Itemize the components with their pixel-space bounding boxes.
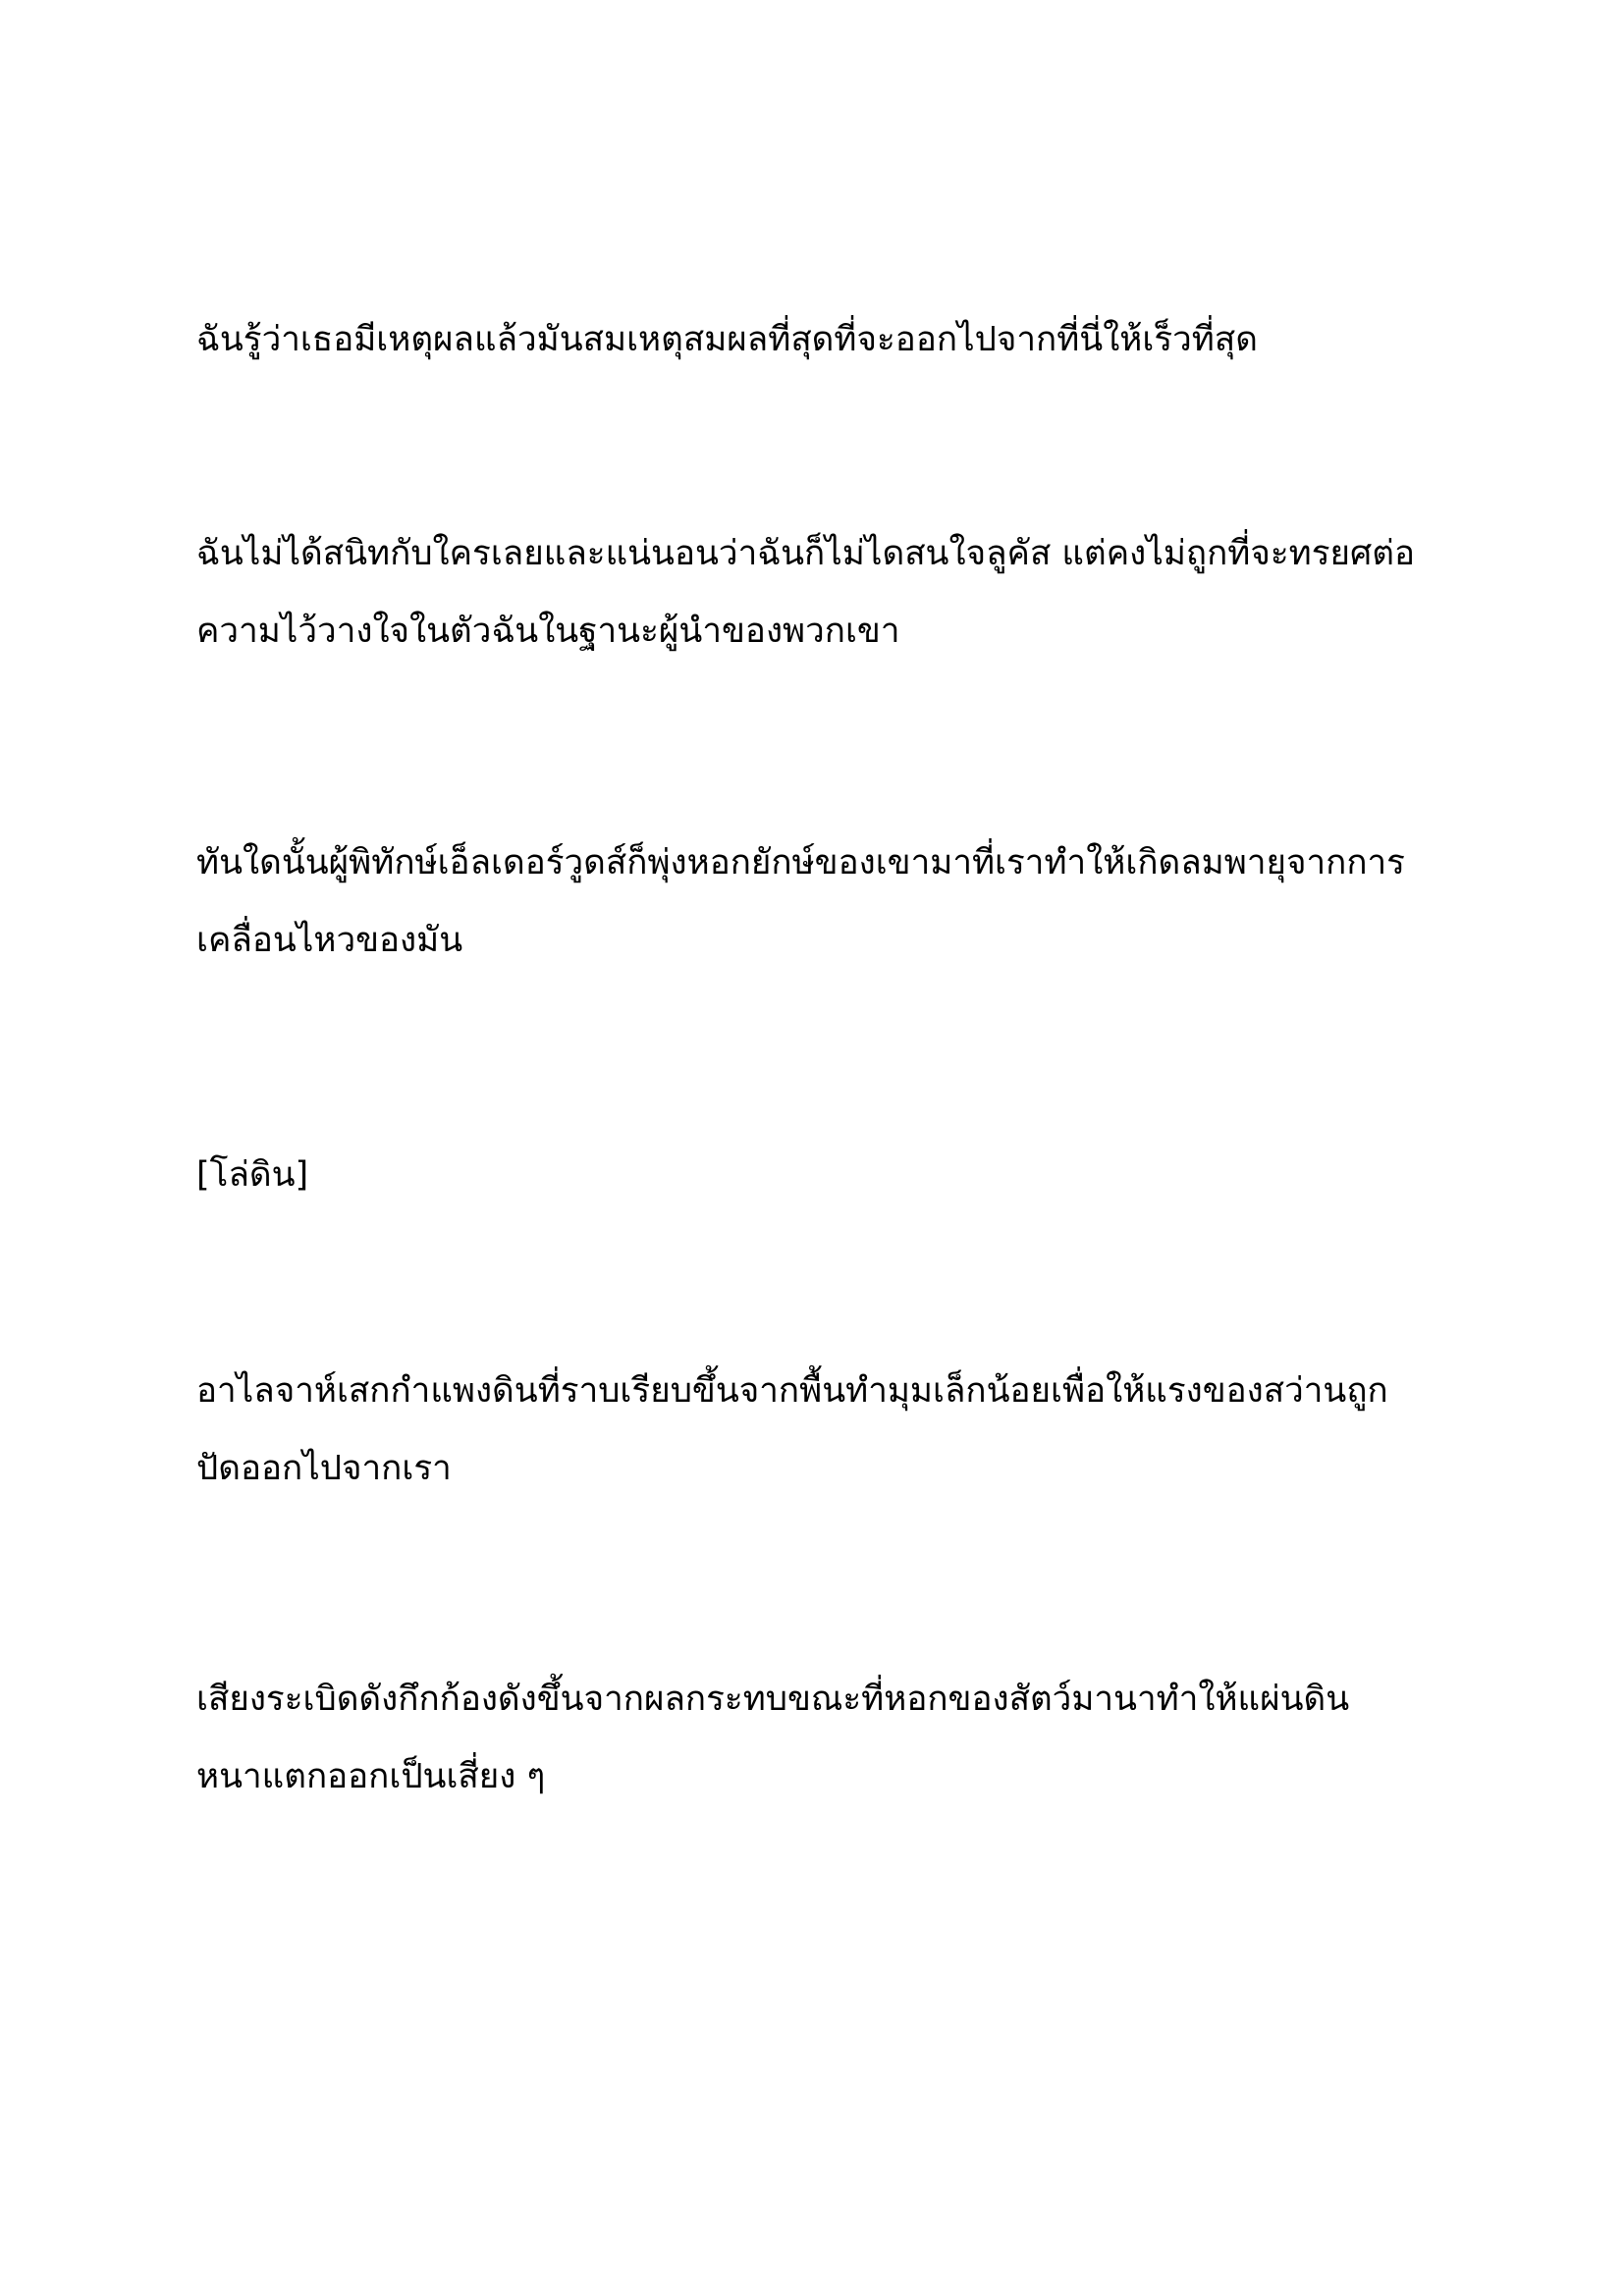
paragraph-6: เสียงระเบิดดังกึกก้องดังขึ้นจากผลกระทบขณะที่หอกของสัตว์มานาทำให้แผ่นดิน หนาแตกออกเป็นเสี่ยง ๆ — [196, 1680, 1350, 1796]
paragraph-5: อาไลจาห์เสกกำแพงดินที่ราบเรียบขึ้นจากพื้นทำมุมเล็กน้อยเพื่อให้แรงของสว่านถูก ปัดออกไปจากเรา — [196, 1371, 1388, 1488]
paragraph-1: ฉันรู้ว่าเธอมีเหตุผลแล้วมันสมเหตุสมผลที่สุดที่จะออกไปจากที่นี่ให้เร็วที่สุด — [196, 320, 1258, 359]
skill-name-earth-shield: [โล่ดิน] — [196, 1155, 309, 1195]
paragraph-3: ทันใดนั้นผู้พิทักษ์เอ็ลเดอร์วูดส์ก็พุ่งหอกยักษ์ของเขามาที่เราทำให้เกิดลมพายุจากการ เคลื่อนไหวของมัน — [196, 843, 1405, 960]
paragraph-2: ฉันไม่ได้สนิทกับใครเลยและแน่นอนว่าฉันก็ไม่ไดสนใจลูคัส แต่คงไม่ถูกที่จะทรยศต่อ ความไว้วางใจในตัวฉันในฐานะผู้นำของพวกเขา — [196, 534, 1415, 651]
